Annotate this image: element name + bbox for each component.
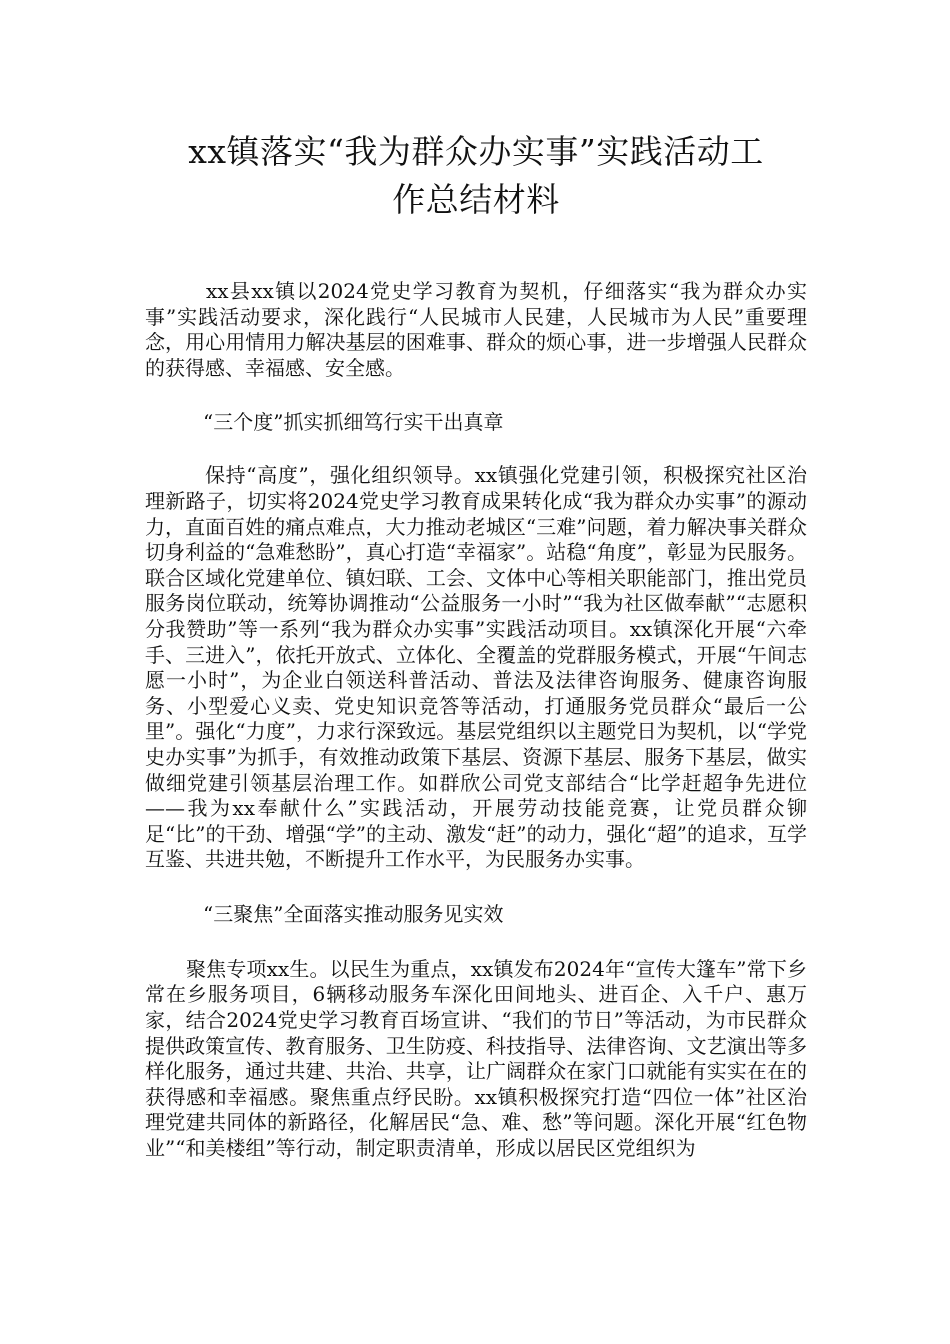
intro-paragraph: xx县xx镇以2024党史学习教育为契机，仔细落实“我为群众办实事”实践活动要求，深化践行“人民城市人民建，人民城市为人民”重要理念，用心用情用力解决基层的困难事、群众的烦心事，进一步增强人民群众的获得感、幸福感、安全感。 — [145, 279, 807, 380]
section-2-paragraph: 聚焦专项xx生。以民生为重点，xx镇发布2024年“宣传大篷车”常下乡常在乡服务项目，6辆移动服务车深化田间地头、进百企、入千户、惠万家，结合2024党史学习教育百场宣讲、“我们的节日”等活动，为市民群众提供政策宣传、教育服务、卫生防疫、科技指导、法律咨询、文艺演出等多样化服务，通过共建、共治、共享，让广阔群众在家门口就能有实实在在的获得感和幸福感。聚焦重点纾民盼。xx镇积极探究打造“四位一体”社区治理党建共同体的新路径，化解居民“急、难、愁”等问题。深化开展“红色物业”“和美楼组”等行动，制定职责清单，形成以居民区党组织为 — [145, 956, 807, 1161]
section-heading-2: “三聚焦”全面落实推动服务见实效 — [203, 901, 504, 926]
section-heading-1: “三个度”抓实抓细笃行实干出真章 — [203, 410, 504, 435]
document-title — [145, 128, 807, 224]
section-1-paragraph: 保持“高度”，强化组织领导。xx镇强化党建引领，积极探究社区治理新路子，切实将2024党史学习教育成果转化成“我为群众办实事”的源动力，直面百姓的痛点难点，大力推动老城区“三难”问题，着力解决事关群众切身利益的“急难愁盼”，真心打造“幸福家”。站稳“角度”，彰显为民服务。联合区域化党建单位、镇妇联、工会、文体中心等相关职能部门，推出党员服务岗位联动，统筹协调推动“公益服务一小时”“我为社区做奉献”“志愿积分我赞助”等一系列“我为群众办实事”实践活动项目。xx镇深化开展“六牵手、三进入”，依托开放式、立体化、全覆盖的党群服务模式，开展“午间志愿一小时”，为企业白领送科普活动、普法及法律咨询服务、健康咨询服务、小型爱心义卖、党史知识竞答等活动，打通服务党员群众“最后一公里”。强化“力度”，力求行深致远。基层党组织以主题党日为契机，以“学党史办实事”为抓手，有效推动政策下基层、资源下基层、服务下基层，做实做细党建引领基层治理工作。如群欣公司党支部结合“比学赶超争先进位——我为xx奉献什么”实践活动，开展劳动技能竞赛，让党员群众铆足“比”的干劲、增强“学”的主动、激发“赶”的动力，强化“超”的追求，互学互鉴、共进共勉，不断提升工作水平，为民服务办实事。 — [145, 463, 807, 872]
title-line-1: xx镇落实“我为群众办实事”实践活动工 — [188, 132, 764, 171]
title-line-2: 作总结材料 — [392, 180, 560, 219]
document-page — [145, 128, 807, 1162]
